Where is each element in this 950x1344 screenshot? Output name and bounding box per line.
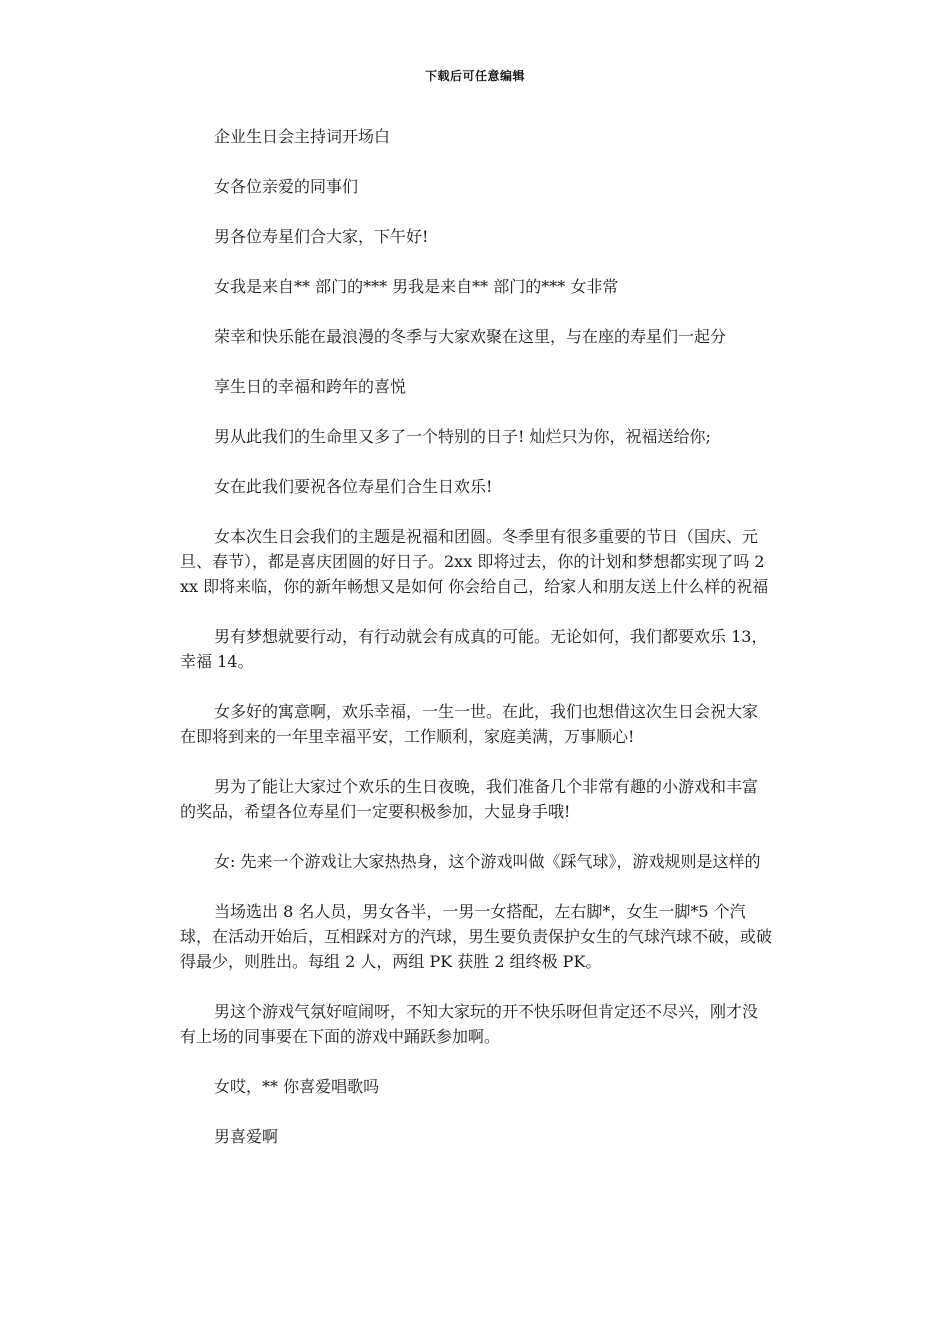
text-line: 男喜爱啊 <box>214 1127 279 1146</box>
paragraph: 女: 先来一个游戏让大家热热身，这个游戏叫做《踩气球》，游戏规则是这样的 <box>214 852 761 871</box>
text-line: 男从此我们的生命里又多了一个特别的日子! 灿烂只为你，祝福送给你; <box>214 427 711 446</box>
text-line: 女哎，** 你喜爱唱歌吗 <box>214 1077 380 1096</box>
page-header-note: 下载后可任意编辑 <box>424 69 525 83</box>
paragraph: 女多好的寓意啊，欢乐幸福，一生一世。在此，我们也想借这次生日会祝大家在即将到来的一年里幸福平安，工作顺利，家庭美满，万事顺心! <box>180 702 759 746</box>
document-title: 企业生日会主持词开场白 <box>214 127 391 146</box>
document-body <box>180 124 772 1149</box>
paragraph: 男为了能让大家过个欢乐的生日夜晚，我们准备几个非常有趣的小游戏和丰富的奖品，希望各位寿星们一定要积极参加，大显身手哦! <box>180 777 759 821</box>
text-line: 女在此我们要祝各位寿星们合生日欢乐! <box>214 477 493 496</box>
text-line: 女我是来自** 部门的*** 男我是来自** 部门的*** 女非常 <box>214 277 619 296</box>
text-line: 享生日的幸福和跨年的喜悦 <box>214 377 407 396</box>
text-line: 男各位寿星们合大家，下午好! <box>214 227 429 246</box>
paragraph: 当场选出 8 名人员，男女各半，一男一女搭配，左右脚*，女生一脚*5 个汽球，在活动开始后，互相踩对方的汽球，男生要负责保护女生的气球汽球不破，或破得最少，则胜出。每组 2 人，两组 PK 获胜 2 组终极 PK。 <box>180 902 773 971</box>
paragraph: 女本次生日会我们的主题是祝福和团圆。冬季里有很多重要的节日（国庆、元旦、春节），都是喜庆团圆的好日子。2xx 即将过去，你的计划和梦想都实现了吗 2xx 即将来临，你的新年畅想又是如何 你会给自己，给家人和朋友送上什么样的祝福 <box>180 527 769 596</box>
text-line: 女各位亲爱的同事们 <box>214 177 359 196</box>
paragraph: 男有梦想就要行动，有行动就会有成真的可能。无论如何，我们都要欢乐 13，幸福 14。 <box>180 627 768 671</box>
paragraph: 男这个游戏气氛好喧闹呀，不知大家玩的开不快乐呀但肯定还不尽兴，刚才没有上场的同事要在下面的游戏中踊跃参加啊。 <box>180 1002 759 1046</box>
text-line: 荣幸和快乐能在最浪漫的冬季与大家欢聚在这里，与在座的寿星们一起分 <box>214 327 727 346</box>
